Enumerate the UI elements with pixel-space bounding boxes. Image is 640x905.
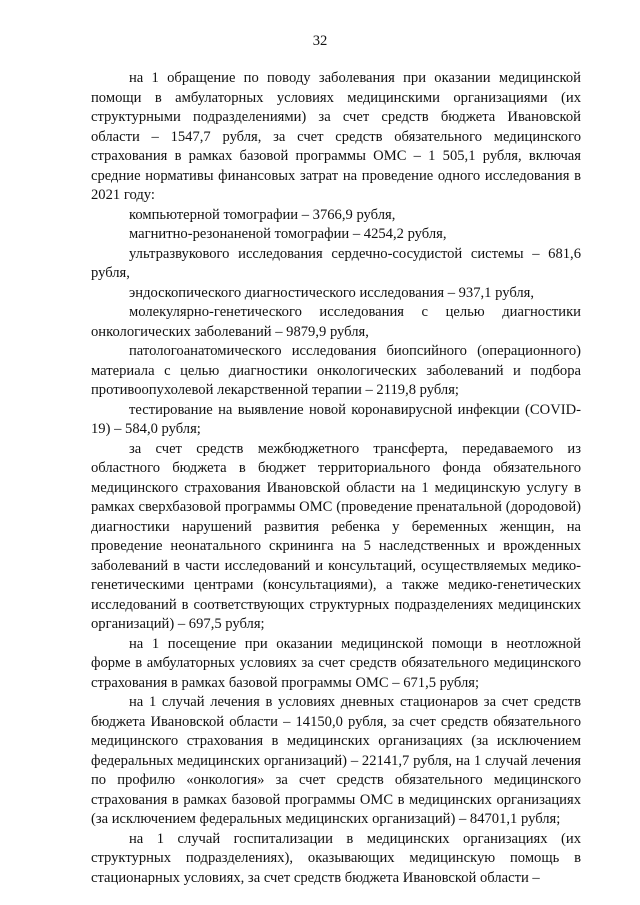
- paragraph-pathology: патологоанатомического исследования биопсийного (операционного) материала с целью диагностики онкологических заболеваний и подбора противоопухолевой лекарственной терапии – 2119,8 рубля;: [91, 343, 581, 398]
- paragraph-day-hospital: на 1 случай лечения в условиях дневных стационаров за счет средств бюджета Ивановской области – 14150,0 рубля, за счет средств обязательного медицинского страхования в медицинских организациях (за исключением федеральных медицинских организаций) – 22141,7 рубля, на 1 случай лечения по профилю «онкология» за счет средств обязательного медицинского страхования в рамках базовой программы ОМС в медицинских организациях (за исключением федеральных медицинских организаций) – 84701,1 рубля;: [91, 694, 581, 827]
- paragraph-molecular-genetic: молекулярно-генетического исследования с целью диагностики онкологических заболеваний – 9879,9 рубля,: [91, 304, 581, 340]
- page-number: 32: [312, 33, 328, 49]
- paragraph-endoscopy: эндоскопического диагностического исследования – 937,1 рубля,: [129, 284, 535, 301]
- paragraph-covid-test: тестирование на выявление новой коронавирусной инфекции (COVID-19) – 584,0 рубля;: [91, 401, 581, 437]
- paragraph-hospitalization: на 1 случай госпитализации в медицинских организациях (их структурных подразделениях), оказывающих медицинскую помощь в стационарных условиях, за счет средств бюджета Ивановской области –: [91, 830, 581, 886]
- paragraph-ct: компьютерной томографии – 3766,9 рубля,: [129, 206, 396, 223]
- document-body: [91, 69, 581, 888]
- paragraph-ultrasound: ультразвукового исследования сердечно-сосудистой системы – 681,6 рубля,: [91, 245, 581, 281]
- paragraph-outpatient-visit: на 1 обращение по поводу заболевания при оказании медицинской помощи в амбулаторных условиях медицинскими организациями (их структурными подразделениями) за счет средств бюджета Ивановской области – 1547,7 рубля, за счет средств обязательного медицинского страхования в рамках базовой программы ОМС – 1 505,1 рубля, включая средние нормативы финансовых затрат на проведение одного исследования в 2021 году:: [91, 70, 581, 203]
- paragraph-interbudget-transfer: за счет средств межбюджетного трансферта, передаваемого из областного бюджета в бюджет территориального фонда обязательного медицинского страхования Ивановской области на 1 медицинскую услугу в рамках сверхбазовой программы ОМС (проведение пренатальной (дородовой) диагностики нарушений развития ребенка у беременных женщин, на проведение неонатального скрининга на 5 наследственных и врожденных заболеваний в части исследований и консультаций, осуществляемых медико-генетическими центрами (консультациями), а также медико-генетических исследований в соответствующих структурных подразделениях медицинских организаций) – 697,5 рубля;: [91, 440, 581, 632]
- paragraph-mri: магнитно-резонаненой томографии – 4254,2 рубля,: [129, 226, 447, 242]
- paragraph-urgent-visit: на 1 посещение при оказании медицинской помощи в неотложной форме в амбулаторных условиях за счет средств обязательного медицинского страхования в рамках базовой программы ОМС – 671,5 рубля;: [91, 635, 581, 691]
